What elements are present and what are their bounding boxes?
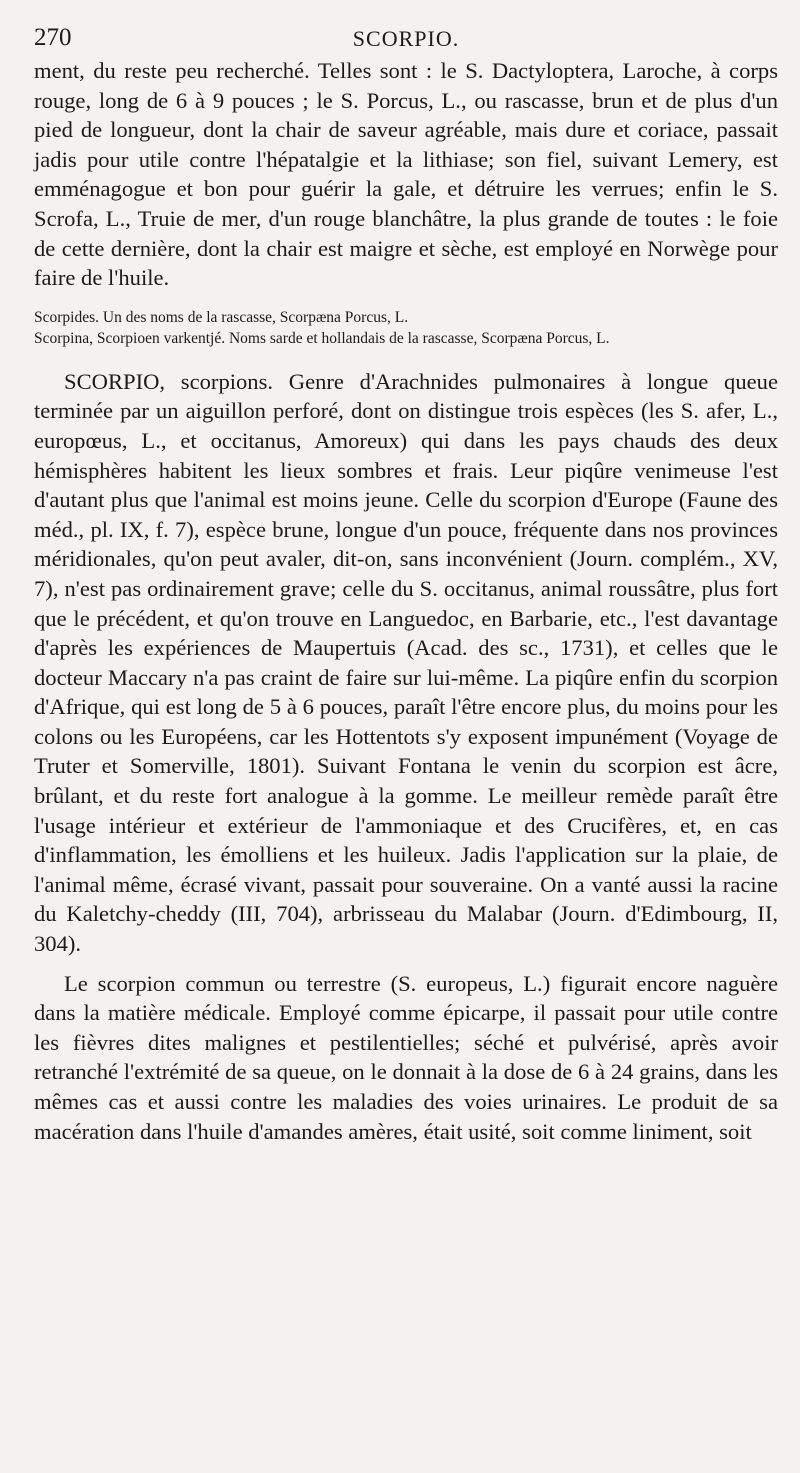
- synonym-notes: [34, 307, 778, 349]
- paragraph-gap: [34, 959, 778, 969]
- page-body: [34, 56, 778, 1146]
- page-header: [34, 20, 778, 56]
- note-scorpina: Scorpina, Scorpioen varkentjé. Noms sarde et hollandais de la rascasse, Scorpæna Porcus, L.: [34, 329, 610, 347]
- running-head: SCORPIO.: [352, 26, 460, 51]
- paragraph-continuation: ment, du reste peu recherché. Telles sont : le S. Dactyloptera, Laroche, à corps rouge, long de 6 à 9 pouces ; le S. Porcus, L., ou rascasse, brun et de plus d'un pied de longueur, dont la chair de saveur agréable, mais dure et coriace, passait jadis pour utile contre l'hépatalgie et la lithiase; son fiel, suivant Lemery, est emménagogue et bon pour guérir la gale, et détruire les verrues; enfin le S. Scrofa, L., Truie de mer, d'un rouge blanchâtre, la plus grande de toutes : le foie de cette dernière, dont la chair est maigre et sèche, est employé en Norwège pour faire de l'huile.: [34, 58, 778, 291]
- entry-scorpio: SCORPIO, scorpions. Genre d'Arachnides pulmonaires à longue queue terminée par un aiguillon perforé, dont on distingue trois espèces (les S. afer, L., europœus, L., et occitanus, Amoreux) qui dans les pays chauds des deux hémisphères habitent les lieux sombres et frais. Leur piqûre venimeuse l'est d'autant plus que l'animal est moins jeune. Celle du scorpion d'Europe (Faune des méd., pl. IX, f. 7), espèce brune, longue d'un pouce, fréquente dans nos provinces méridionales, qu'on peut avaler, dit-on, sans inconvénient (Journ. complém., XV, 7), n'est pas ordinairement grave; celle du S. occitanus, animal roussâtre, plus fort que le précédent, et qu'on trouve en Languedoc, en Barbarie, etc., l'est davantage d'après les expériences de Maupertuis (Acad. des sc., 1731), et celles que le docteur Maccary n'a pas craint de faire sur lui-même. La piqûre enfin du scorpion d'Afrique, qui est long de 5 à 6 pouces, paraît l'être encore plus, du moins pour les colons ou les Européens, car les Hottentots s'y exposent impunément (Voyage de Truter et Somerville, 1801). Suivant Fontana le venin du scorpion est âcre, brûlant, et du reste fort analogue à la gomme. Le meilleur remède paraît être l'usage intérieur et extérieur de l'ammoniaque et des Crucifères, et, en cas d'inflammation, les émolliens et les huileux. Jadis l'application sur la plaie, de l'animal même, écrasé vivant, passait pour souveraine. On a vanté aussi la racine du Kaletchy-cheddy (III, 704), arbrisseau du Malabar (Journ. d'Edimbourg, II, 304).: [34, 368, 778, 957]
- page-number: 270: [34, 24, 72, 51]
- note-scorpides: Scorpides. Un des noms de la rascasse, Scorpæna Porcus, L.: [34, 308, 409, 326]
- paragraph-scorpion-commun: Le scorpion commun ou terrestre (S. europeus, L.) figurait encore naguère dans la matière médicale. Employé comme épicarpe, il passait pour utile contre les fièvres dites malignes et pestilentielles; séché et pulvérisé, après avoir retranché l'extrémité de sa queue, on le donnait à la dose de 6 à 24 grains, dans les mêmes cas et aussi contre les maladies des voies urinaires. Le produit de sa macération dans l'huile d'amandes amères, était usité, soit comme liniment, soit: [34, 970, 778, 1144]
